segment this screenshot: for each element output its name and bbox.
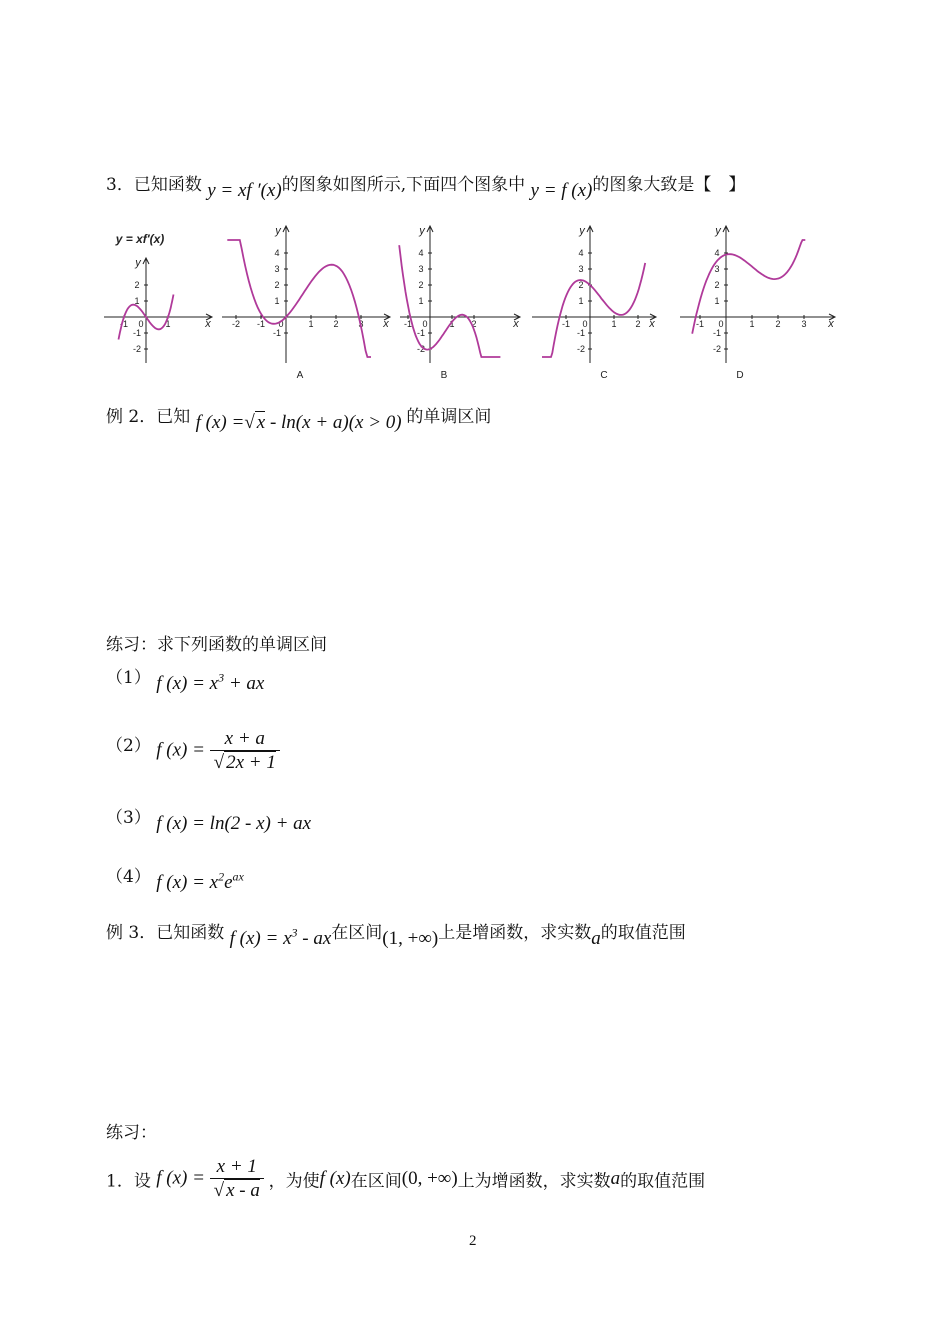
graph-strip [100, 218, 840, 388]
y-tick-label: -2 [132, 344, 142, 354]
y-tick-label: 2 [274, 280, 280, 290]
x-axis-label: x [383, 318, 389, 330]
text: 在区间 [350, 1171, 402, 1192]
y-tick-label: -1 [576, 328, 586, 338]
text: 已知函数 [133, 175, 202, 195]
formula: f (x) =√ x - ln(x + a)(x > 0) [195, 412, 402, 433]
variable: a [610, 1168, 621, 1189]
denominator: √ x - a [210, 1178, 264, 1202]
formula-lhs: f (x) = [156, 1168, 205, 1189]
x-tick-label: -1 [119, 319, 129, 329]
y-tick-label: -1 [132, 328, 142, 338]
y-tick-label: -2 [712, 344, 722, 354]
y-tick-label: 2 [418, 280, 424, 290]
y-tick-label: -1 [272, 328, 282, 338]
y-tick-label: 4 [578, 248, 584, 258]
text: 上是增函数，求实数 [438, 923, 592, 943]
y-axis-label: y [419, 225, 425, 237]
option-label-c: C [600, 370, 608, 381]
y-tick-label: 2 [134, 280, 140, 290]
x-axis-label: x [513, 318, 519, 330]
y-tick-label: 1 [134, 296, 140, 306]
x-tick-label: -1 [561, 319, 571, 329]
formula-rest: - ln(x + a)(x > 0) [265, 412, 402, 433]
denominator: √ 2x + 1 [210, 750, 280, 774]
graph-panel-d [680, 225, 835, 381]
formula-lhs: f (x) = [156, 740, 205, 761]
practice-title: 练习：求下列函数的单调区间 [106, 635, 327, 655]
interval: (1, +∞) [382, 928, 439, 949]
x-axis-label: x [828, 318, 834, 330]
item-label: 1．设 [106, 1171, 151, 1192]
text: 在区间 [331, 923, 383, 943]
graph-panel-a [222, 225, 390, 381]
sqrt-arg: x - a [226, 1180, 260, 1201]
item-label: （2） [106, 736, 151, 757]
y-tick-label: 4 [714, 248, 720, 258]
x-axis-label: x [205, 318, 211, 330]
y-tick-label: 4 [274, 248, 280, 258]
text: 的图象如图所示,下面四个图象中 [281, 175, 526, 195]
question-number: 3． [106, 175, 134, 195]
text: 上为增函数，求实数 [457, 1171, 611, 1192]
x-tick-label: 1 [749, 319, 755, 329]
y-tick-label: 3 [578, 264, 584, 274]
x-axis-label: x [649, 318, 655, 330]
x-tick-label: 2 [635, 319, 641, 329]
question-3 [106, 170, 746, 201]
x-tick-label: 1 [308, 319, 314, 329]
y-axis-label: y [579, 225, 585, 237]
formula-part: - ax [297, 928, 332, 949]
example-2 [106, 402, 492, 433]
item-label: （1） [106, 668, 151, 688]
practice-item-1 [106, 663, 265, 694]
variable: a [591, 928, 601, 949]
superscript: 3 [218, 670, 225, 685]
numerator: x + 1 [216, 1156, 257, 1177]
y-tick-label: -2 [576, 344, 586, 354]
y-tick-label: -1 [712, 328, 722, 338]
interval: (0, +∞) [401, 1168, 458, 1189]
sqrt-arg: x [256, 412, 266, 433]
y-tick-label: 4 [418, 248, 424, 258]
numerator: x + a [224, 728, 265, 749]
superscript: 3 [291, 925, 298, 940]
practice-item-2 [106, 728, 280, 774]
graph-panel-c [532, 225, 656, 381]
function-curve [227, 240, 371, 357]
x-tick-label: 0 [718, 319, 724, 329]
y-tick-label: -1 [416, 328, 426, 338]
formula [156, 869, 244, 893]
sqrt-arg: 2x + 1 [226, 752, 276, 773]
example-label: 例 2．已知 [106, 407, 191, 427]
practice-item-4 [106, 862, 244, 893]
fraction [210, 1156, 264, 1202]
option-label-d: D [736, 370, 744, 381]
x-tick-label: 3 [801, 319, 807, 329]
y-tick-label: 3 [418, 264, 424, 274]
example-3 [106, 918, 686, 949]
formula-part: f (x) = x [156, 673, 219, 694]
text: 的取值范围 [620, 1171, 706, 1192]
text: 的单调区间 [406, 407, 492, 427]
x-tick-label: 0 [582, 319, 588, 329]
practice-2-title: 练习： [106, 1123, 157, 1143]
y-axis-label: y [135, 257, 141, 269]
item-label: （3） [106, 808, 151, 828]
function-curve [399, 245, 500, 357]
x-tick-label: 2 [333, 319, 339, 329]
text: 的取值范围 [600, 923, 686, 943]
formula-lhs: f (x) = [195, 412, 245, 433]
y-tick-label: 1 [274, 296, 280, 306]
formula-part: f (x) = x [229, 928, 292, 949]
formula: y = f (x) [530, 180, 593, 201]
y-tick-label: 2 [578, 280, 584, 290]
formula: f (x) = ln(2 - x) + ax [156, 813, 312, 834]
y-tick-label: 1 [418, 296, 424, 306]
formula [156, 1156, 268, 1201]
y-axis-label: y [275, 225, 281, 237]
option-label-b: B [440, 370, 448, 381]
formula-part: f (x) = x [156, 872, 219, 893]
x-tick-label: 0 [422, 319, 428, 329]
graph-panel-given [104, 232, 212, 363]
given-graph-label: y = xf′(x) [115, 232, 165, 246]
x-tick-label: 3 [358, 319, 364, 329]
text: 的图象大致是【 】 [592, 175, 746, 195]
y-tick-label: 1 [714, 296, 720, 306]
y-tick-label: 3 [274, 264, 280, 274]
superscript: 2 [218, 869, 225, 884]
x-tick-label: 1 [449, 319, 455, 329]
x-tick-label: -1 [695, 319, 705, 329]
formula: f (x) [319, 1168, 351, 1189]
x-tick-label: 0 [138, 319, 144, 329]
x-tick-label: -2 [231, 319, 241, 329]
y-tick-label: 3 [714, 264, 720, 274]
formula-part: e [224, 872, 233, 893]
y-tick-label: 2 [714, 280, 720, 290]
text: ，为使 [268, 1171, 320, 1192]
x-tick-label: 1 [611, 319, 617, 329]
practice-item-3 [106, 803, 312, 834]
x-tick-label: 1 [165, 319, 171, 329]
formula-part: + ax [224, 673, 265, 694]
superscript: ax [232, 869, 244, 884]
x-tick-label: 2 [775, 319, 781, 329]
option-label-a: A [296, 370, 304, 381]
formula [229, 925, 332, 949]
x-tick-label: -1 [403, 319, 413, 329]
y-axis-label: y [715, 225, 721, 237]
x-tick-label: 0 [278, 319, 284, 329]
y-tick-label: 1 [578, 296, 584, 306]
x-tick-label: -1 [256, 319, 266, 329]
formula [156, 728, 280, 773]
practice-2-item-1 [106, 1156, 705, 1202]
item-label: （4） [106, 867, 151, 887]
graph-panel-b [399, 225, 520, 381]
page-number: 2 [469, 1233, 477, 1249]
fraction [210, 728, 280, 774]
example-label: 例 3．已知函数 [106, 923, 225, 943]
x-tick-label: 2 [471, 319, 477, 329]
y-tick-label: -2 [416, 344, 426, 354]
formula [156, 670, 265, 694]
formula: y = xf ′(x) [207, 180, 282, 201]
function-curve [542, 263, 645, 357]
